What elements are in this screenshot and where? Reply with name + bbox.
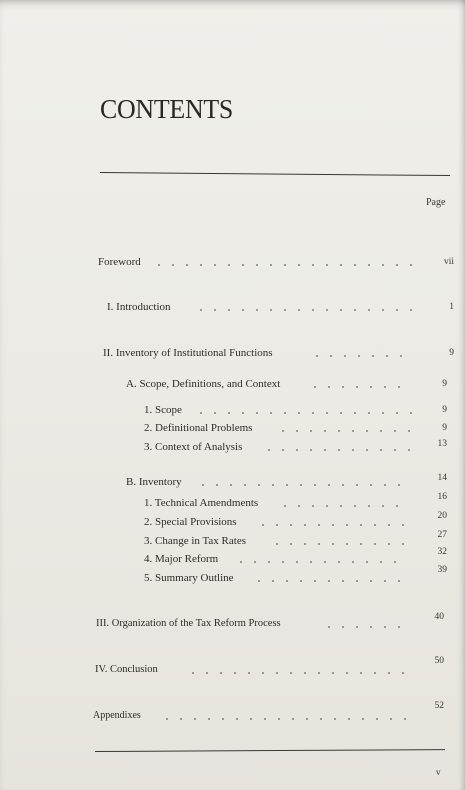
toc-entry-context-analysis: 3. Context of Analysis [144, 441, 243, 453]
leader-dots [252, 580, 408, 582]
toc-entry-foreword: Foreword [98, 256, 141, 268]
leader-dots [278, 505, 408, 507]
toc-page-number: 50 [434, 656, 444, 666]
toc-entry-major-reform: 4. Major Reform [144, 553, 219, 565]
toc-page-number: 1 [449, 302, 454, 312]
toc-page-number: 14 [437, 473, 447, 483]
leader-dots [270, 543, 408, 545]
toc-entry-introduction: I. Introduction [107, 301, 171, 313]
toc-entry-scope-definitions: A. Scope, Definitions, and Context [126, 378, 281, 390]
leader-dots [186, 672, 406, 674]
leader-dots [194, 412, 412, 414]
toc-page-number: 9 [449, 348, 454, 358]
toc-page-number: 39 [437, 565, 447, 575]
toc-page-number: 16 [437, 492, 447, 502]
top-rule [100, 172, 450, 176]
leader-dots [322, 626, 406, 628]
leader-dots [308, 386, 412, 388]
leader-dots [256, 524, 408, 526]
toc-entry-definitional-problems: 2. Definitional Problems [144, 422, 253, 434]
toc-page-number: 32 [437, 547, 447, 557]
toc-page-number: 52 [434, 701, 444, 711]
page-column-heading: Page [426, 197, 446, 208]
toc-page-number: 9 [442, 405, 447, 415]
toc-page-number: 9 [442, 423, 447, 433]
toc-entry-conclusion: IV. Conclusion [95, 664, 158, 675]
leader-dots [152, 264, 412, 266]
toc-page-number: 13 [437, 439, 447, 449]
toc-entry-organization: III. Organization of the Tax Reform Process [96, 618, 281, 629]
leader-dots [310, 355, 412, 357]
folio-page-number: v [436, 767, 441, 777]
toc-entry-summary-outline: 5. Summary Outline [144, 572, 234, 584]
leader-dots [160, 718, 406, 720]
leader-dots [194, 309, 412, 311]
toc-entry-special-provisions: 2. Special Provisions [144, 516, 237, 528]
toc-page-number: 40 [434, 612, 444, 622]
leader-dots [196, 484, 408, 486]
toc-entry-inventory: B. Inventory [126, 476, 182, 488]
leader-dots [234, 561, 408, 563]
toc-page-number: 27 [437, 530, 447, 540]
toc-entry-technical-amendments: 1. Technical Amendments [144, 497, 259, 509]
toc-entry-inventory-functions: II. Inventory of Institutional Functions [103, 347, 273, 359]
leader-dots [276, 430, 412, 432]
toc-entry-appendixes: Appendixes [93, 710, 141, 721]
toc-page-number: 9 [442, 379, 447, 389]
toc-entry-change-tax-rates: 3. Change in Tax Rates [144, 535, 246, 547]
toc-entry-scope: 1. Scope [144, 404, 182, 416]
toc-page-number: vii [443, 257, 454, 267]
leader-dots [262, 449, 412, 451]
toc-page-number: 20 [437, 511, 447, 521]
bottom-rule [95, 749, 445, 752]
page-title: CONTENTS [100, 94, 234, 124]
